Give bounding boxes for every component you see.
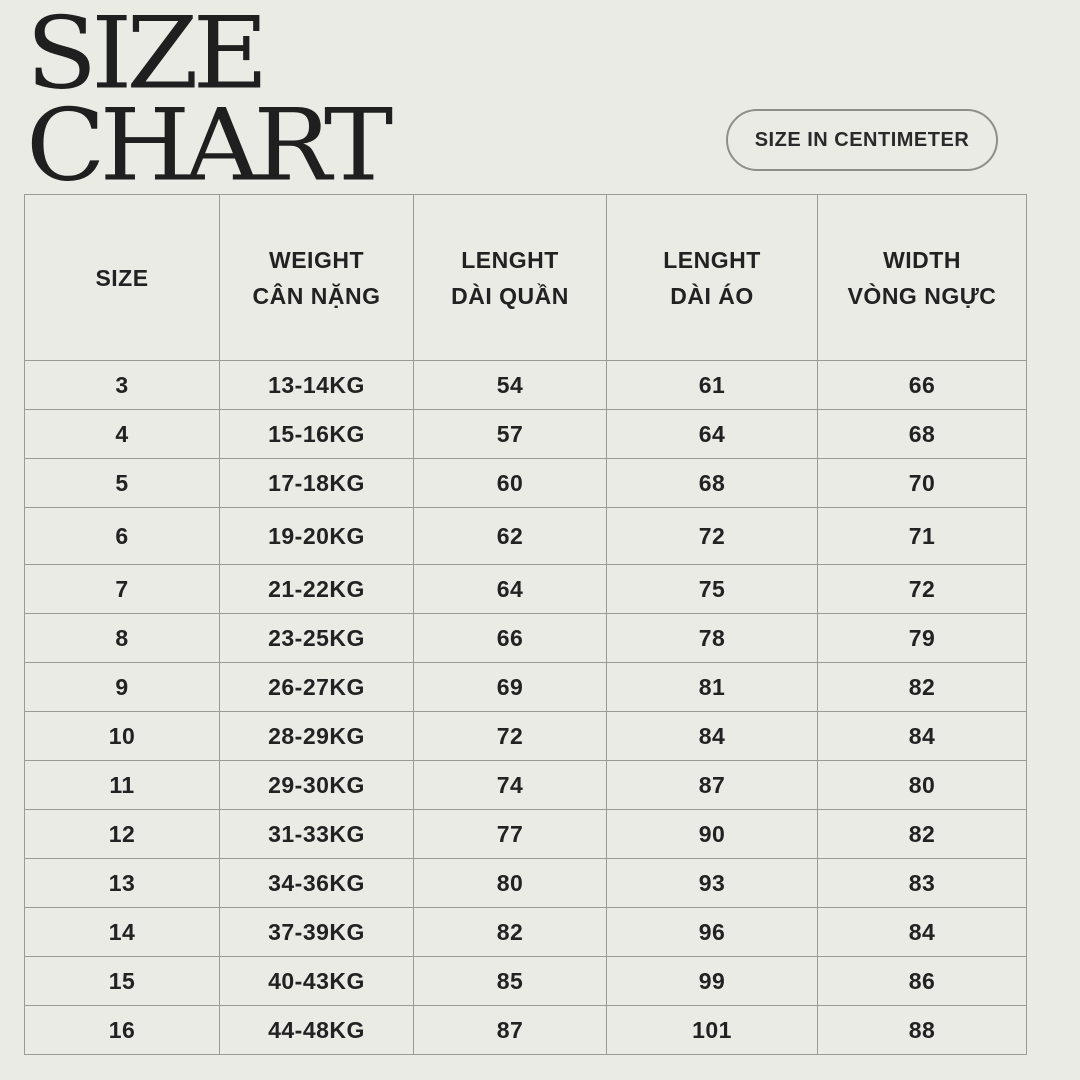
- cell-pants-length: 82: [414, 908, 607, 957]
- table-row: [25, 712, 1027, 761]
- header-chest-width: [818, 195, 1027, 361]
- cell-weight: 40-43KG: [220, 957, 414, 1006]
- table-row: [25, 761, 1027, 810]
- table-row: [25, 908, 1027, 957]
- header-sublabel: DÀI QUẦN: [451, 282, 569, 309]
- table-row: [25, 565, 1027, 614]
- cell-chest-width: 83: [818, 859, 1027, 908]
- cell-chest-width: 84: [818, 712, 1027, 761]
- cell-shirt-length: 81: [607, 663, 818, 712]
- page-title-line-chart: CHART: [26, 87, 388, 204]
- unit-badge: SIZE IN CENTIMETER: [726, 109, 998, 171]
- cell-size: 9: [25, 663, 220, 712]
- cell-chest-width: 72: [818, 565, 1027, 614]
- cell-shirt-length: 61: [607, 361, 818, 410]
- table-row: [25, 859, 1027, 908]
- cell-pants-length: 62: [414, 508, 607, 565]
- cell-size: 14: [25, 908, 220, 957]
- cell-pants-length: 57: [414, 410, 607, 459]
- cell-weight: 31-33KG: [220, 810, 414, 859]
- cell-weight: 29-30KG: [220, 761, 414, 810]
- table-header-row: [25, 195, 1027, 361]
- cell-pants-length: 60: [414, 459, 607, 508]
- cell-chest-width: 82: [818, 663, 1027, 712]
- cell-shirt-length: 84: [607, 712, 818, 761]
- cell-size: 4: [25, 410, 220, 459]
- cell-pants-length: 72: [414, 712, 607, 761]
- cell-pants-length: 66: [414, 614, 607, 663]
- table-row: [25, 508, 1027, 565]
- table-row: [25, 663, 1027, 712]
- header-shirt-length: [607, 195, 818, 361]
- cell-chest-width: 86: [818, 957, 1027, 1006]
- cell-weight: 23-25KG: [220, 614, 414, 663]
- page-title-line-size: SIZE: [26, 0, 263, 112]
- cell-weight: 37-39KG: [220, 908, 414, 957]
- cell-size: 16: [25, 1006, 220, 1055]
- cell-chest-width: 68: [818, 410, 1027, 459]
- cell-shirt-length: 93: [607, 859, 818, 908]
- cell-weight: 13-14KG: [220, 361, 414, 410]
- cell-shirt-length: 87: [607, 761, 818, 810]
- header-sublabel: VÒNG NGỰC: [847, 282, 997, 309]
- cell-pants-length: 87: [414, 1006, 607, 1055]
- header-label: LENGHT: [461, 246, 559, 273]
- table-row: [25, 361, 1027, 410]
- cell-shirt-length: 75: [607, 565, 818, 614]
- cell-pants-length: 64: [414, 565, 607, 614]
- header-label: SIZE: [95, 264, 149, 291]
- table-row: [25, 459, 1027, 508]
- cell-weight: 34-36KG: [220, 859, 414, 908]
- table-row: [25, 614, 1027, 663]
- cell-size: 10: [25, 712, 220, 761]
- size-table: [24, 194, 1027, 1055]
- cell-weight: 21-22KG: [220, 565, 414, 614]
- cell-shirt-length: 90: [607, 810, 818, 859]
- header-label: WIDTH: [883, 246, 961, 273]
- header-weight: [220, 195, 414, 361]
- cell-shirt-length: 68: [607, 459, 818, 508]
- cell-shirt-length: 99: [607, 957, 818, 1006]
- cell-pants-length: 54: [414, 361, 607, 410]
- cell-chest-width: 79: [818, 614, 1027, 663]
- cell-shirt-length: 72: [607, 508, 818, 565]
- cell-weight: 26-27KG: [220, 663, 414, 712]
- cell-chest-width: 70: [818, 459, 1027, 508]
- cell-size: 11: [25, 761, 220, 810]
- cell-weight: 15-16KG: [220, 410, 414, 459]
- cell-chest-width: 88: [818, 1006, 1027, 1055]
- header-label: LENGHT: [663, 246, 761, 273]
- cell-pants-length: 85: [414, 957, 607, 1006]
- cell-size: 5: [25, 459, 220, 508]
- cell-size: 12: [25, 810, 220, 859]
- cell-pants-length: 69: [414, 663, 607, 712]
- cell-weight: 28-29KG: [220, 712, 414, 761]
- cell-pants-length: 77: [414, 810, 607, 859]
- cell-shirt-length: 101: [607, 1006, 818, 1055]
- cell-chest-width: 84: [818, 908, 1027, 957]
- header-sublabel: DÀI ÁO: [670, 282, 754, 309]
- table-row: [25, 957, 1027, 1006]
- cell-size: 3: [25, 361, 220, 410]
- cell-weight: 44-48KG: [220, 1006, 414, 1055]
- table-row: [25, 1006, 1027, 1055]
- cell-pants-length: 74: [414, 761, 607, 810]
- cell-chest-width: 66: [818, 361, 1027, 410]
- header-size: [25, 195, 220, 361]
- cell-size: 6: [25, 508, 220, 565]
- cell-weight: 17-18KG: [220, 459, 414, 508]
- cell-shirt-length: 78: [607, 614, 818, 663]
- cell-chest-width: 71: [818, 508, 1027, 565]
- cell-shirt-length: 64: [607, 410, 818, 459]
- cell-chest-width: 80: [818, 761, 1027, 810]
- cell-size: 7: [25, 565, 220, 614]
- cell-size: 13: [25, 859, 220, 908]
- table-row: [25, 410, 1027, 459]
- cell-chest-width: 82: [818, 810, 1027, 859]
- cell-shirt-length: 96: [607, 908, 818, 957]
- cell-size: 8: [25, 614, 220, 663]
- cell-size: 15: [25, 957, 220, 1006]
- cell-pants-length: 80: [414, 859, 607, 908]
- cell-weight: 19-20KG: [220, 508, 414, 565]
- table-row: [25, 810, 1027, 859]
- header-pants-length: [414, 195, 607, 361]
- header-label: WEIGHT: [269, 246, 364, 273]
- header-sublabel: CÂN NẶNG: [252, 282, 381, 309]
